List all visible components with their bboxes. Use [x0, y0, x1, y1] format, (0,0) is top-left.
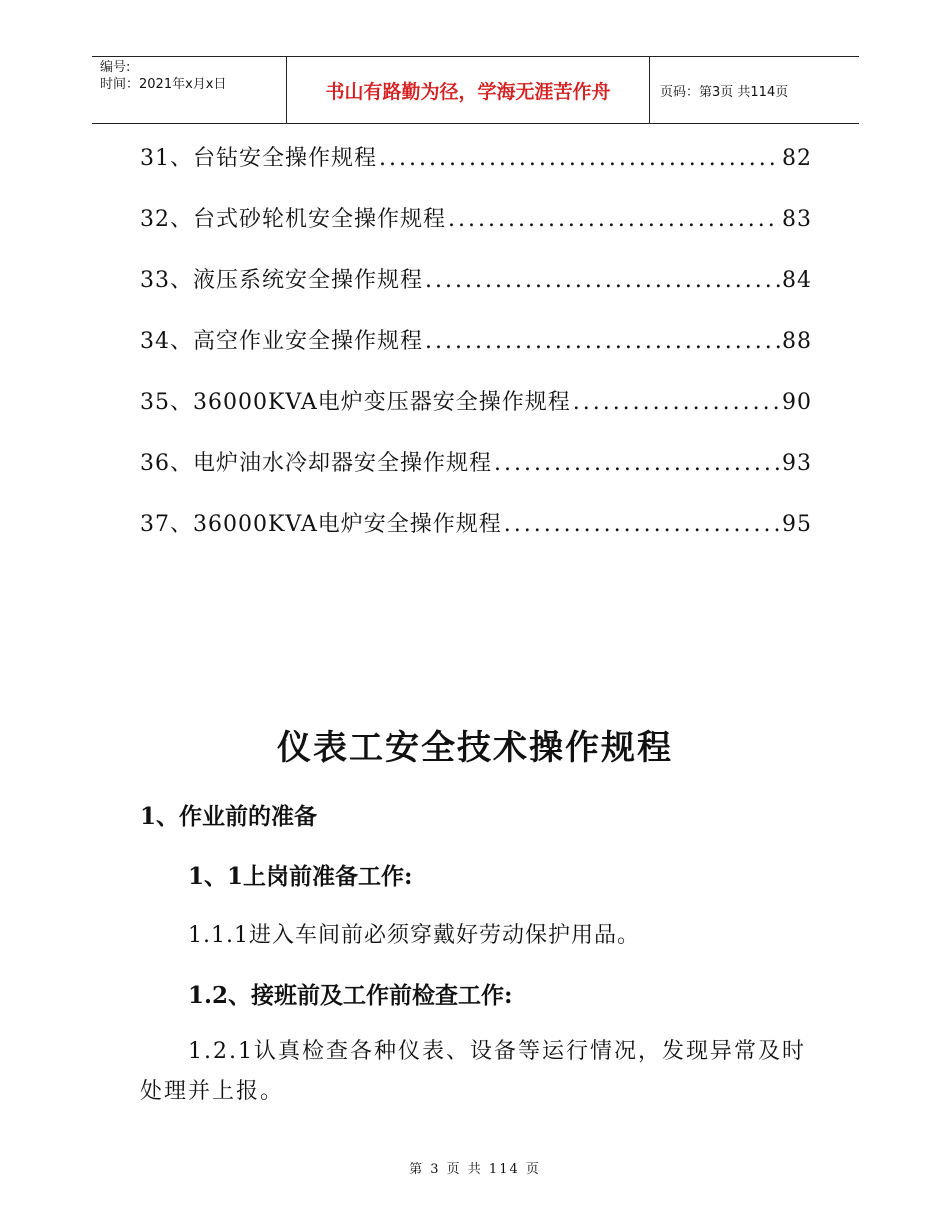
toc-entry-title: 36000KVA电炉安全操作规程 [193, 512, 502, 537]
header-date: 时间：2021年x月x日 [100, 77, 227, 92]
toc-leader-dots [573, 384, 780, 422]
subsection-heading-1-1: 1、1上岗前准备工作: [188, 863, 413, 890]
toc-leader-dots [425, 262, 780, 300]
toc-entry-title: 液压系统安全操作规程 [193, 268, 424, 293]
toc-entry[interactable] [140, 506, 812, 567]
toc-entry-title: 台式砂轮机安全操作规程 [193, 207, 447, 232]
header-meta [92, 57, 286, 123]
toc-entry[interactable] [140, 384, 812, 445]
page-footer: 第 3 页 共 114 页 [409, 1162, 541, 1177]
toc-entry-page: 93 [782, 451, 812, 476]
header-number-label: 编号: [100, 60, 131, 75]
header-page-info: 页码：第3页 共114页 [660, 84, 789, 100]
toc-entry-number: 36、 [140, 451, 193, 476]
paragraph-1-2-1: 1.2.1认真检查各种仪表、设备等运行情况，发现异常及时处理并上报。 [140, 1039, 806, 1104]
toc-leader-dots [448, 201, 780, 239]
document-title: 仪表工安全技术操作规程 [277, 728, 673, 768]
toc-entry-page: 84 [782, 268, 812, 293]
section-heading: 1、作业前的准备 [140, 803, 318, 830]
toc-leader-dots [494, 445, 780, 483]
toc-entry[interactable] [140, 201, 812, 262]
toc-entry-page: 88 [782, 329, 812, 354]
toc-entry-page: 95 [782, 512, 812, 537]
toc-entry-number: 37、 [140, 512, 193, 537]
toc-entry-title: 36000KVA电炉变压器安全操作规程 [193, 390, 571, 415]
toc-entry-number: 31、 [140, 146, 193, 171]
page-header [92, 56, 859, 124]
toc-entry[interactable] [140, 445, 812, 506]
paragraph-1-1-1: 1.1.1进入车间前必须穿戴好劳动保护用品。 [188, 923, 640, 948]
toc-entry[interactable] [140, 262, 812, 323]
subsection-heading-1-2: 1.2、接班前及工作前检查工作: [188, 982, 513, 1009]
toc-entry-page: 82 [782, 146, 812, 171]
toc-entry-number: 33、 [140, 268, 193, 293]
header-motto: 书山有路勤为径，学海无涯苦作舟 [286, 57, 650, 123]
toc-leader-dots [425, 323, 780, 361]
toc-entry-page: 90 [782, 390, 812, 415]
toc-entry-title: 台钻安全操作规程 [193, 146, 378, 171]
toc-entry[interactable] [140, 140, 812, 201]
toc-leader-dots [504, 506, 780, 544]
toc-leader-dots [379, 140, 780, 178]
table-of-contents [140, 140, 812, 567]
toc-entry-title: 电炉油水冷却器安全操作规程 [193, 451, 493, 476]
toc-entry[interactable] [140, 323, 812, 384]
toc-entry-number: 35、 [140, 390, 193, 415]
toc-entry-title: 高空作业安全操作规程 [193, 329, 424, 354]
toc-entry-number: 32、 [140, 207, 193, 232]
toc-entry-number: 34、 [140, 329, 193, 354]
toc-entry-page: 83 [782, 207, 812, 232]
